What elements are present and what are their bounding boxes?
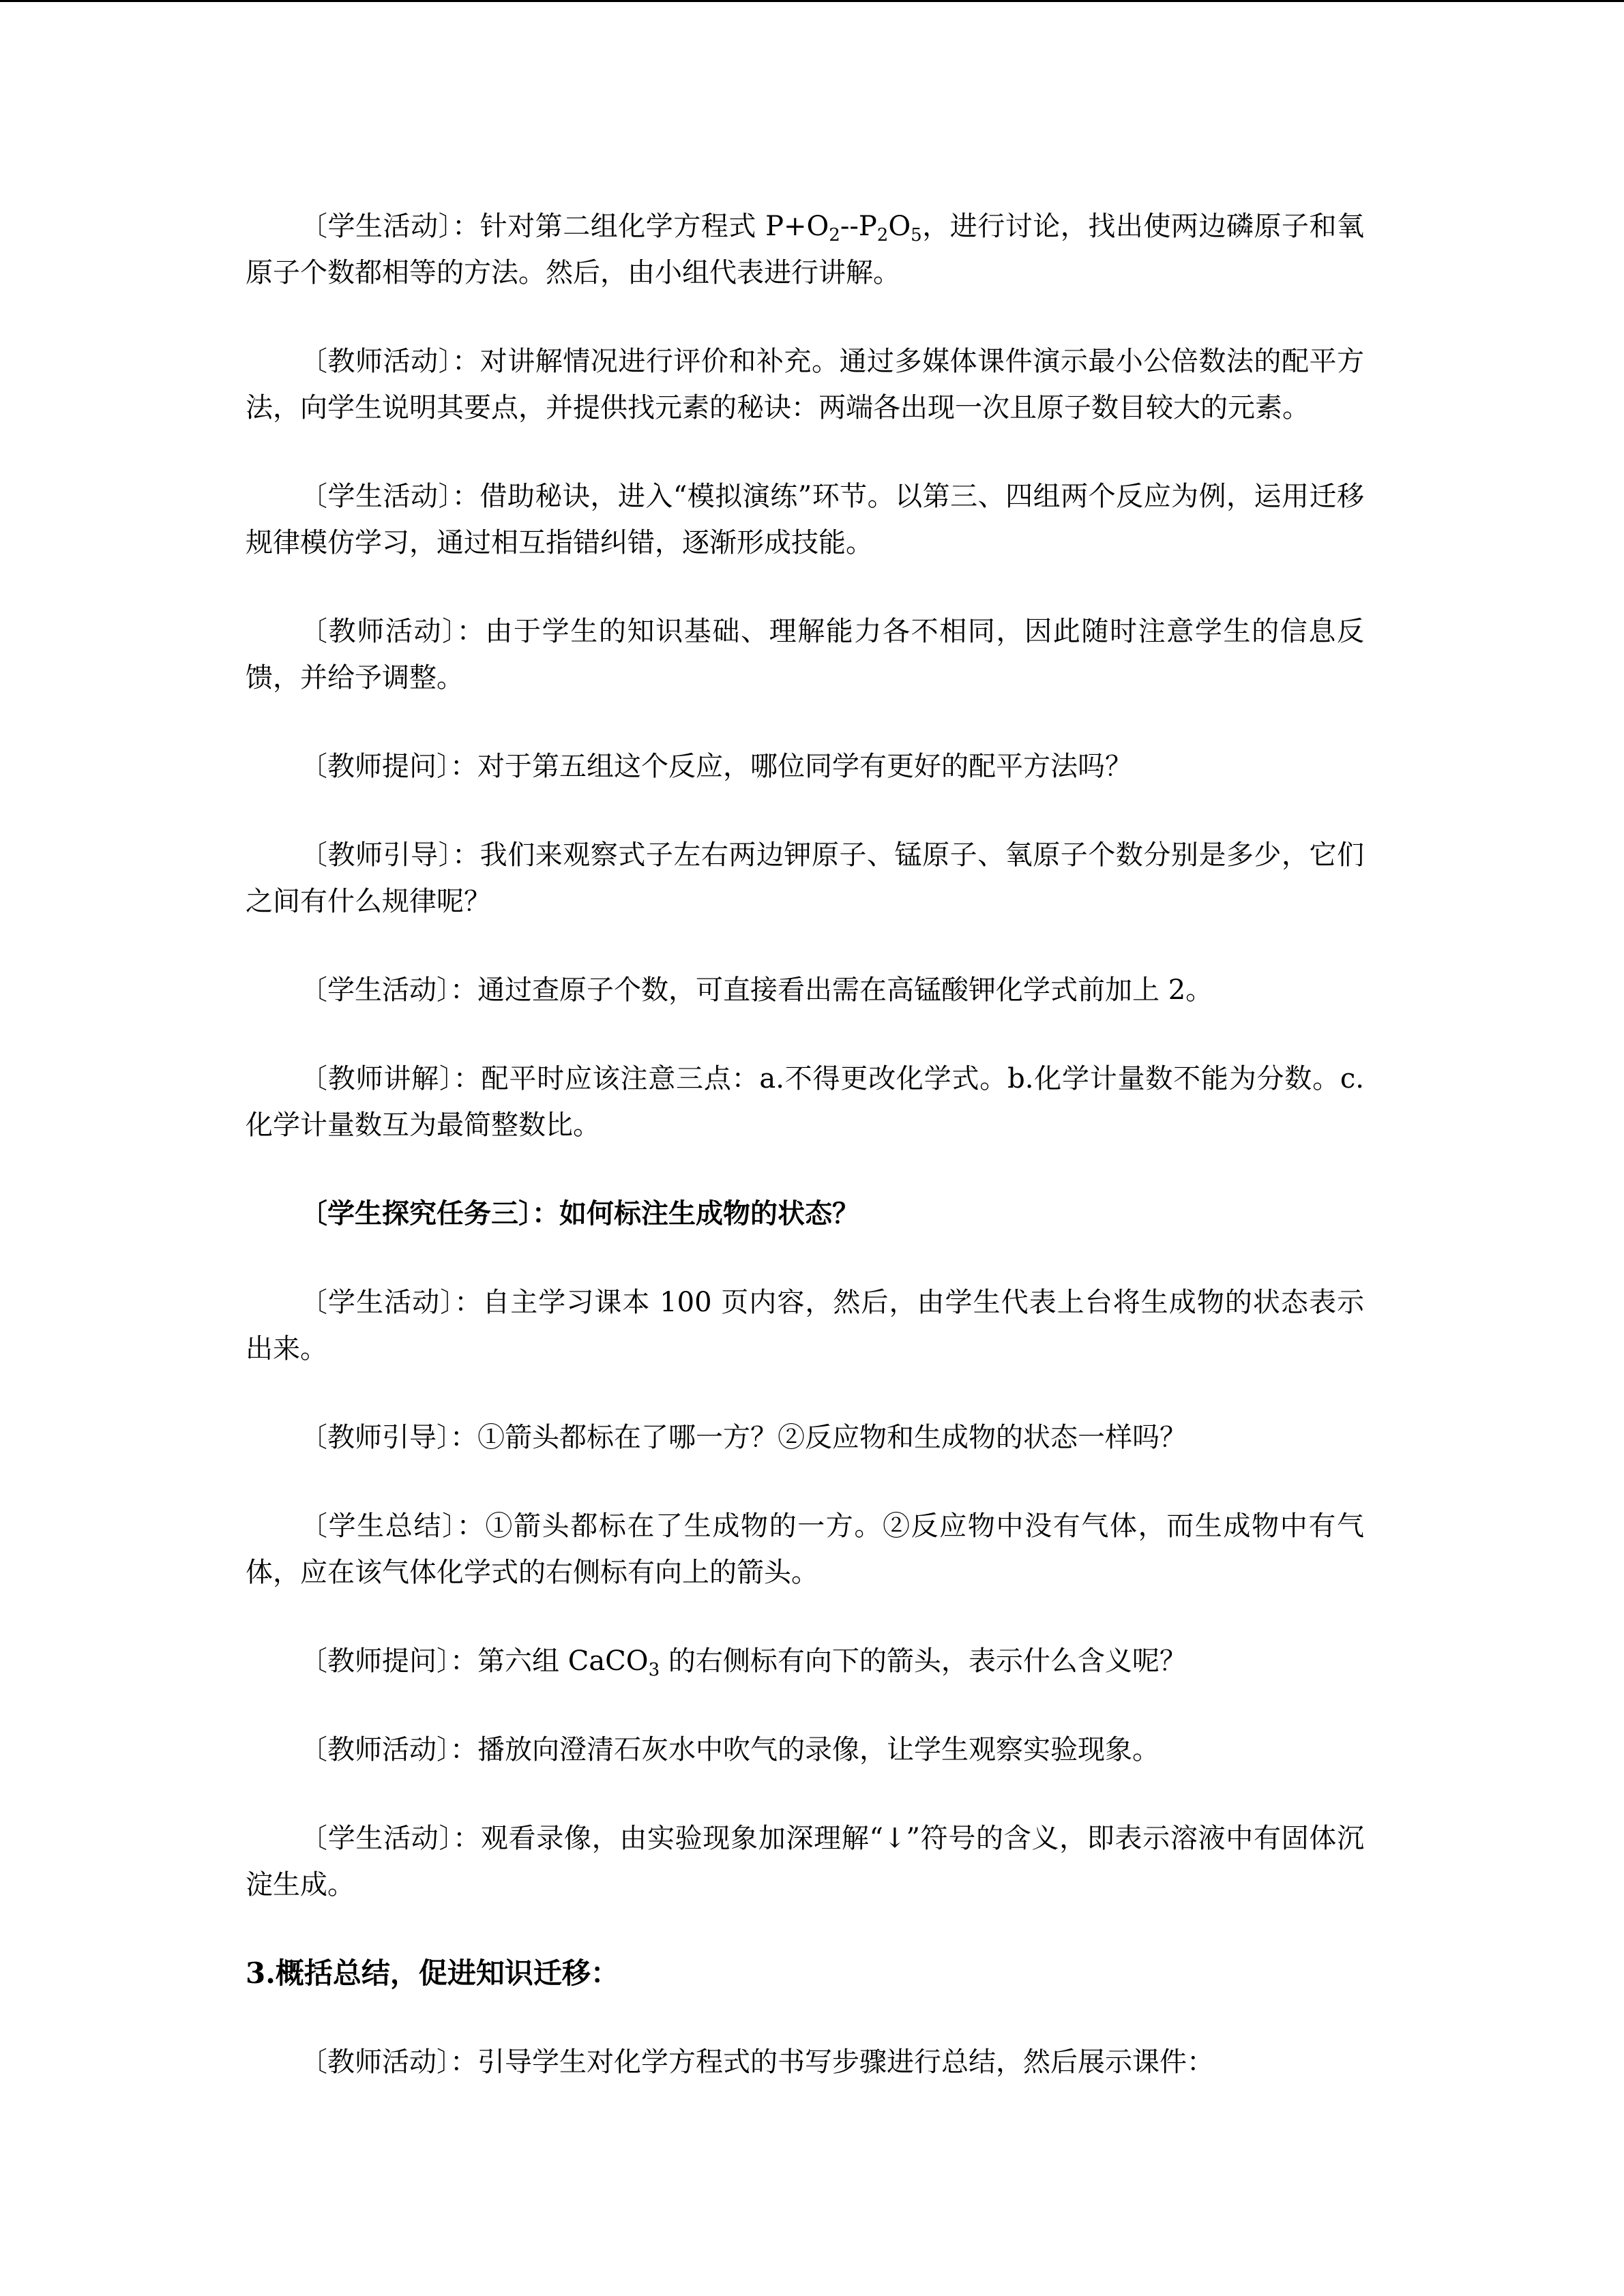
paragraph-teacher-activity-feedback: 〔教师活动〕：由于学生的知识基础、理解能力各不相同，因此随时注意学生的信息反馈，并给予调整。 bbox=[246, 616, 1364, 694]
subscript: 2 bbox=[829, 225, 840, 245]
paragraph-teacher-guide-atoms: 〔教师引导〕：我们来观察式子左右两边钾原子、锰原子、氧原子个数分别是多少，它们之间有什么规律呢？ bbox=[246, 839, 1364, 917]
document-body bbox=[246, 203, 1364, 2128]
subscript: 5 bbox=[911, 225, 922, 245]
paragraph-teacher-explain-rules: 〔教师讲解〕：配平时应该注意三点：a.不得更改化学式。b.化学计量数不能为分数。c.化学计量数互为最简整数比。 bbox=[246, 1063, 1364, 1141]
paragraph-teacher-activity-video: 〔教师活动〕：播放向澄清石灰水中吹气的录像，让学生观察实验现象。 bbox=[300, 1734, 1160, 1765]
section-heading-summary: 3.概括总结，促进知识迁移： bbox=[246, 1956, 619, 1990]
paragraph-student-activity-selfstudy: 〔学生活动〕：自主学习课本 100 页内容，然后，由学生代表上台将生成物的状态表示出来。 bbox=[246, 1287, 1364, 1365]
paragraph-task-three: 〔学生探究任务三〕：如何标注生成物的状态？ bbox=[300, 1197, 859, 1229]
paragraph-text: ，进行讨论，找出使两边磷原子和氧原子个数都相等的方法。然后，由小组代表进行讲解。 bbox=[246, 211, 1365, 288]
paragraph-student-summary: 〔学生总结〕：①箭头都标在了生成物的一方。②反应物中没有气体，而生成物中有气体，应在该气体化学式的右侧标有向上的箭头。 bbox=[246, 1510, 1364, 1588]
paragraph-student-activity-practice: 〔学生活动〕：借助秘诀，进入“模拟演练”环节。以第三、四组两个反应为例，运用迁移规律模仿学习，通过相互指错纠错，逐渐形成技能。 bbox=[246, 481, 1364, 558]
paragraph-teacher-guide-arrows: 〔教师引导〕：①箭头都标在了哪一方？②反应物和生成物的状态一样吗？ bbox=[300, 1422, 1187, 1453]
paragraph-student-activity-p2o5 bbox=[246, 203, 1364, 296]
paragraph-teacher-activity-lcm: 〔教师活动〕：对讲解情况进行评价和补充。通过多媒体课件演示最小公倍数法的配平方法，向学生说明其要点，并提供找元素的秘诀：两端各出现一次且原子数目较大的元素。 bbox=[246, 346, 1364, 423]
top-border-line bbox=[0, 0, 1624, 2]
paragraph-teacher-activity-summary: 〔教师活动〕：引导学生对化学方程式的书写步骤进行总结，然后展示课件： bbox=[300, 2046, 1214, 2078]
paragraph-teacher-question-caco3 bbox=[246, 1638, 1364, 1684]
paragraph-student-activity-precipitate: 〔学生活动〕：观看录像，由实验现象加深理解“↓”符号的含义，即表示溶液中有固体沉淀生成。 bbox=[246, 1823, 1364, 1900]
paragraph-text: 〔学生活动〕：针对第二组化学方程式 P+O bbox=[300, 211, 829, 242]
paragraph-teacher-question-group5: 〔教师提问〕：对于第五组这个反应，哪位同学有更好的配平方法吗？ bbox=[300, 751, 1132, 782]
paragraph-text: 〔教师提问〕：第六组 CaCO bbox=[300, 1645, 649, 1677]
subscript: 2 bbox=[876, 225, 889, 245]
paragraph-text: --P bbox=[840, 211, 877, 242]
paragraph-text: O bbox=[888, 211, 911, 242]
subscript: 3 bbox=[648, 1660, 660, 1680]
paragraph-student-activity-count: 〔学生活动〕：通过查原子个数，可直接看出需在高锰酸钾化学式前加上 2。 bbox=[300, 974, 1213, 1006]
paragraph-text: 的右侧标有向下的箭头，表示什么含义呢？ bbox=[660, 1645, 1187, 1677]
